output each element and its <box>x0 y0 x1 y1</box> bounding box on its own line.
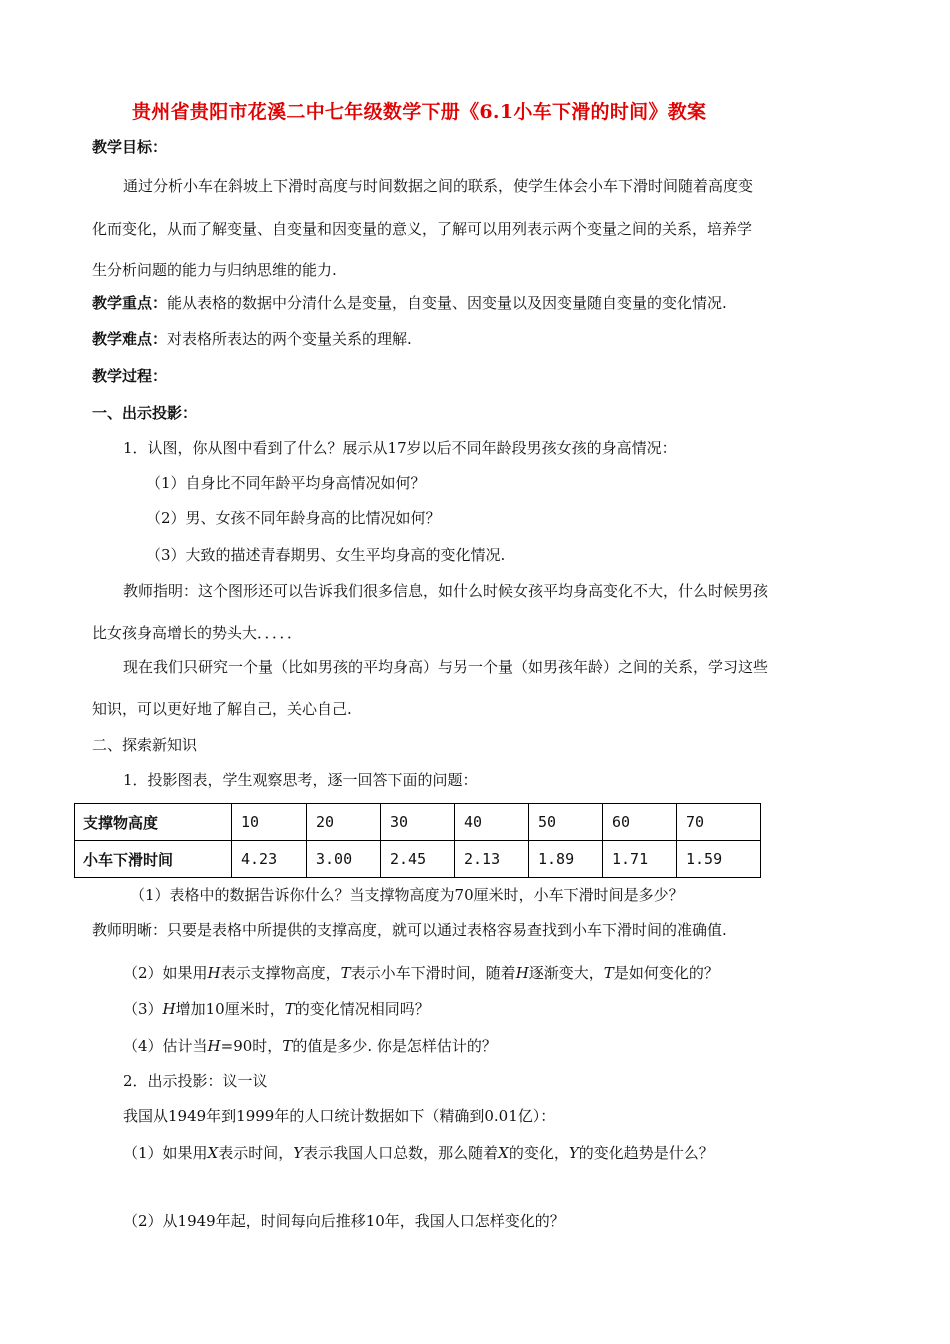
section2-item2: 2．出示投影：议一议 <box>123 1072 268 1090</box>
section2-item1: 1．投影图表，学生观察思考，逐一回答下面的问题： <box>123 771 478 789</box>
goals-line-1: 通过分析小车在斜坡上下滑时高度与时间数据之间的联系，使学生体会小车下滑时间随着高度变 <box>123 177 754 195</box>
population-question-2: （2）从1949年起，时间每向后推移10年，我国人口怎样变化的？ <box>123 1212 565 1230</box>
focus-paragraph <box>92 292 727 314</box>
teacher-note-line-1: 教师指明：这个图形还可以告诉我们很多信息，如什么时候女孩平均身高变化不大，什么时候男孩 <box>123 582 769 600</box>
population-intro: 我国从1949年到1999年的人口统计数据如下（精确到0.01亿）： <box>123 1107 556 1125</box>
study-note-line-1: 现在我们只研究一个量（比如男孩的平均身高）与另一个量（如男孩年龄）之间的关系，学习这些 <box>123 658 769 676</box>
goals-label: 教学目标： <box>92 138 168 156</box>
table-cell: 50 <box>529 804 603 841</box>
section1-question-1: （1）自身比不同年龄平均身高情况如何？ <box>146 474 426 492</box>
difficulty-text: 对表格所表达的两个变量关系的理解. <box>167 330 412 348</box>
table-cell: 60 <box>603 804 677 841</box>
table-cell: 4.23 <box>232 841 307 878</box>
focus-text: 能从表格的数据中分清什么是变量，自变量、因变量以及因变量随自变量的变化情况. <box>167 294 727 312</box>
difficulty-label: 教学难点： <box>92 330 168 348</box>
table-cell: 1.89 <box>529 841 603 878</box>
difficulty-paragraph <box>92 328 412 350</box>
table-header-cell: 支撑物高度 <box>75 804 232 841</box>
teacher-note-line-2: 比女孩身高增长的势头大．．．．． <box>92 624 303 642</box>
focus-label: 教学重点： <box>92 294 168 312</box>
table-cell: 40 <box>455 804 529 841</box>
table-row <box>75 841 761 878</box>
table-cell: 1.59 <box>677 841 761 878</box>
section1-question-3: （3）大致的描述青春期男、女生平均身高的变化情况. <box>146 546 506 564</box>
table-cell: 3.00 <box>307 841 381 878</box>
goals-line-3: 生分析问题的能力与归纳思维的能力. <box>92 261 337 279</box>
process-label: 教学过程： <box>92 367 168 385</box>
table-cell: 1.71 <box>603 841 677 878</box>
population-question-1: （1）如果用X表示时间，Y表示我国人口总数，那么随着X的变化，Y的变化趋势是什么？ <box>123 1144 714 1162</box>
goals-line-2: 化而变化，从而了解变量、自变量和因变量的意义，了解可以用列表示两个变量之间的关系，培养学 <box>92 220 753 238</box>
data-table <box>74 803 761 878</box>
table-cell: 10 <box>232 804 307 841</box>
section1-heading: 一、出示投影： <box>92 404 198 422</box>
table-cell: 30 <box>381 804 455 841</box>
page-title: 贵州省贵阳市花溪二中七年级数学下册《6.1小车下滑的时间》教案 <box>132 101 707 123</box>
table-header-cell: 小车下滑时间 <box>75 841 232 878</box>
table-question-4: （4）估计当H=90时，T的值是多少. 你是怎样估计的？ <box>123 1037 497 1055</box>
table-question-1: （1）表格中的数据告诉你什么？当支撑物高度为70厘米时，小车下滑时间是多少？ <box>130 886 684 904</box>
table-cell: 70 <box>677 804 761 841</box>
section2-heading: 二、探索新知识 <box>92 736 198 754</box>
table-row <box>75 804 761 841</box>
section1-item1: 1．认图，你从图中看到了什么？展示从17岁以后不同年龄段男孩女孩的身高情况： <box>123 439 677 457</box>
teacher-clarify: 教师明晰：只要是表格中所提供的支撑高度，就可以通过表格容易查找到小车下滑时间的准确值. <box>92 921 727 939</box>
table-cell: 2.45 <box>381 841 455 878</box>
table-cell: 20 <box>307 804 381 841</box>
table-cell: 2.13 <box>455 841 529 878</box>
study-note-line-2: 知识，可以更好地了解自己，关心自己. <box>92 700 352 718</box>
section1-question-2: （2）男、女孩不同年龄身高的比情况如何？ <box>146 509 441 527</box>
table-question-3: （3）H增加10厘米时，T的变化情况相同吗？ <box>123 1000 430 1018</box>
table-question-2: （2）如果用H表示支撑物高度，T表示小车下滑时间，随着H逐渐变大，T是如何变化的？ <box>123 964 719 982</box>
